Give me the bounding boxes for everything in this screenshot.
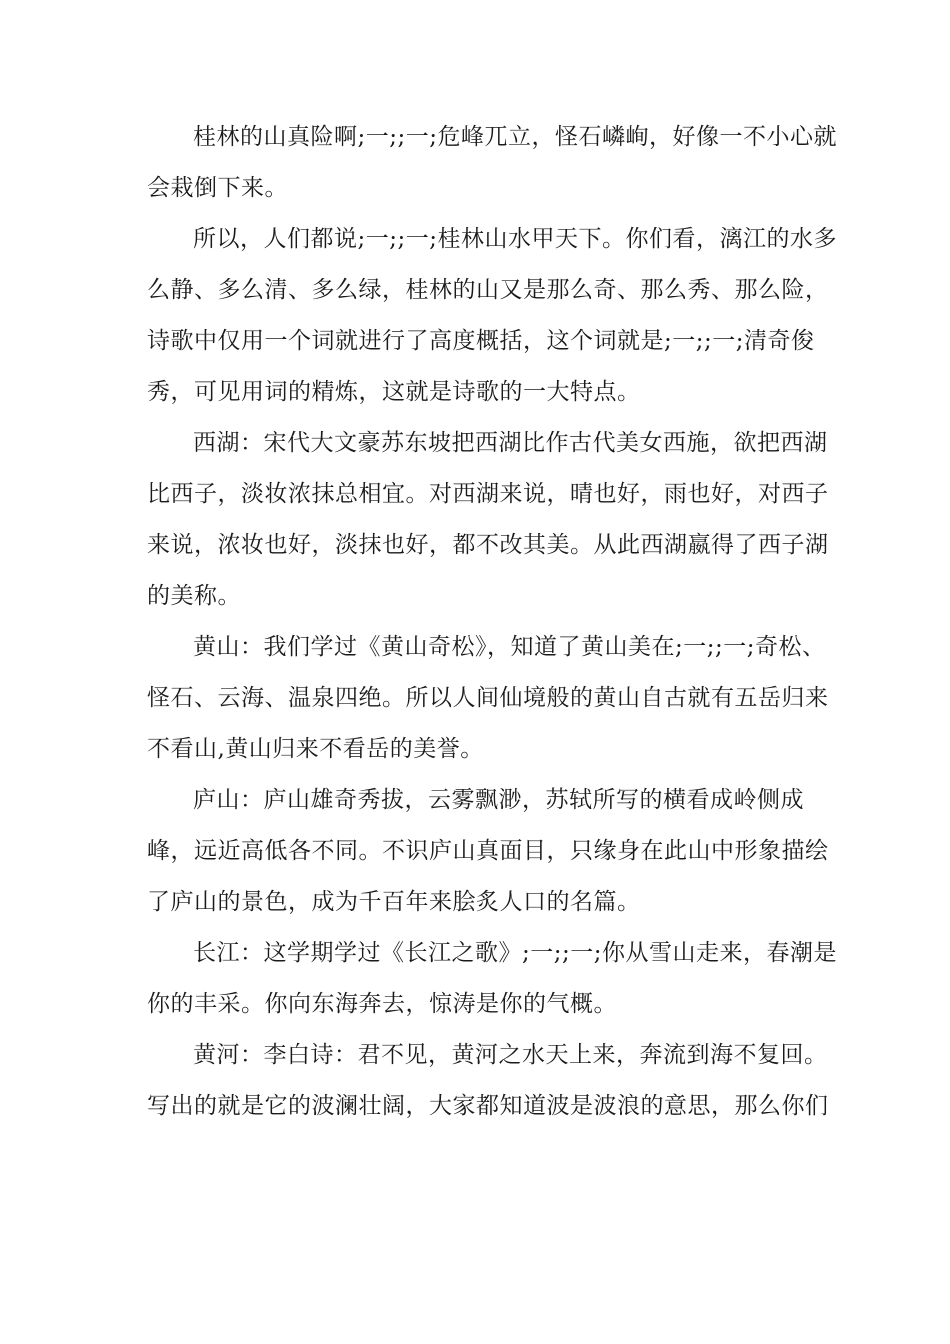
paragraph-line: 庐山：庐山雄奇秀拔，云雾飘渺，苏轼所写的横看成岭侧成 <box>193 787 804 813</box>
paragraph-line: 桂林的山真险啊;一;;一;危峰兀立，怪石嶙峋，好像一不小心就 <box>193 124 837 150</box>
paragraph-line: 你的丰采。你向东海奔去，惊涛是你的气概。 <box>147 991 617 1017</box>
paragraph-line: 所以，人们都说;一;;一;桂林山水甲天下。你们看，漓江的水多 <box>193 226 837 252</box>
paragraph-line: 了庐山的景色，成为千百年来脍炙人口的名篇。 <box>147 889 641 915</box>
paragraph-line: 怪石、云海、温泉四绝。所以人间仙境般的黄山自古就有五岳归来 <box>147 685 829 711</box>
paragraph-line: 会栽倒下来。 <box>147 175 288 201</box>
document-body <box>147 112 837 1132</box>
paragraph-line: 西湖：宋代大文豪苏东坡把西湖比作古代美女西施，欲把西湖 <box>193 430 828 456</box>
paragraph-line: 长江：这学期学过《长江之歌》;一;;一;你从雪山走来，春潮是 <box>193 940 837 966</box>
paragraph-line: 么静、多么清、多么绿，桂林的山又是那么奇、那么秀、那么险， <box>147 277 829 303</box>
paragraph-line: 黄河：李白诗：君不见，黄河之水天上来，奔流到海不复回。 <box>193 1042 828 1068</box>
paragraph-line: 来说，浓妆也好，淡抹也好，都不改其美。从此西湖嬴得了西子湖 <box>147 532 829 558</box>
paragraph-line: 诗歌中仅用一个词就进行了高度概括，这个词就是;一;;一;清奇俊 <box>147 328 815 354</box>
paragraph-line: 写出的就是它的波澜壮阔，大家都知道波是波浪的意思，那么你们 <box>147 1093 829 1119</box>
paragraph-line: 秀，可见用词的精炼，这就是诗歌的一大特点。 <box>147 379 641 405</box>
paragraph-line: 比西子，淡妆浓抹总相宜。对西湖来说，晴也好，雨也好，对西子 <box>147 481 829 507</box>
paragraph-line: 峰，远近高低各不同。不识庐山真面目，只缘身在此山中形象描绘 <box>147 838 829 864</box>
paragraph-line: 黄山：我们学过《黄山奇松》，知道了黄山美在;一;;一;奇松、 <box>193 634 826 660</box>
paragraph-line: 不看山,黄山归来不看岳的美誉。 <box>147 736 484 762</box>
paragraph-line: 的美称。 <box>147 583 241 609</box>
